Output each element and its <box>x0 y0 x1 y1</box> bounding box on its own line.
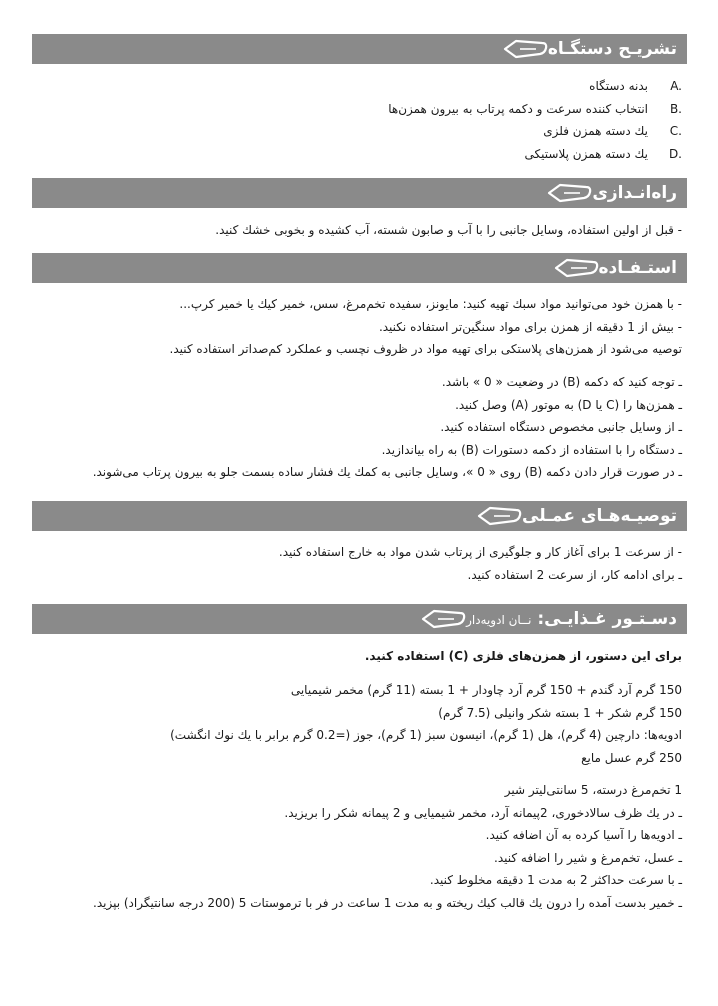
list-text: یك دسته همزن پلاستیکی <box>524 146 648 161</box>
section-title-tips: توصیـه‌هـای عمـلی <box>522 506 677 526</box>
recipe-step: ـ ادویه‌ها را آسیا کرده به آن اضافه کنید. <box>485 828 682 842</box>
ingredient-line: 250 گرم عسل مایع <box>581 750 682 765</box>
arrow-icon <box>420 607 466 631</box>
tips-line: - از سرعت 1 برای آغاز کار و جلوگیری از پرتاب شدن مواد به خارج استفاده کنید. <box>278 545 682 559</box>
ingredient-line: 150 گرم شکر + 1 بسته شکر وانیلی (7.5 گرم) <box>438 705 682 720</box>
arrow-icon <box>502 37 548 61</box>
recipe-step: 1 تخم‌مرغ درسته، 5 سانتی‌لیتر شیر <box>504 783 682 797</box>
section-title-device: تشریـح دستگـاه <box>547 39 677 59</box>
usage-steps <box>28 371 682 484</box>
tips-text <box>28 541 682 586</box>
section-title-recipe <box>466 609 677 629</box>
usage-step: ـ توجه کنید که دکمه (B) در وضعیت « 0 » باشد. <box>441 375 682 389</box>
usage-line: - با همزن خود می‌توانید مواد سبك تهیه کنید: مایونز، سفیده تخم‌مرغ، سس، خمیر کیك یا خمیر کرپ... <box>179 297 682 311</box>
section-header-usage <box>32 253 687 283</box>
section-header-tips <box>32 501 687 531</box>
section-header-recipe <box>32 604 687 634</box>
list-item <box>28 143 682 166</box>
usage-step: ـ همزن‌ها را (C یا D) به موتور (A) وصل کنید. <box>455 397 682 412</box>
list-letter: B. <box>669 101 682 116</box>
list-item <box>28 120 682 143</box>
recipe-ingredients <box>28 679 682 769</box>
usage-step: ـ دستگاه را با استفاده از دکمه دستورات (B) به راه بیاندازید. <box>381 442 682 457</box>
usage-step: ـ از وسایل جانبی مخصوص دستگاه استفاده کنید. <box>440 420 682 434</box>
recipe-step: ـ عسل، تخم‌مرغ و شیر را اضافه کنید. <box>494 850 682 865</box>
recipe-step: ـ در یك ظرف سالادخوری، 2پیمانه آرد، مخمر شیمیایی و 2 پیمانه شکر را بریزید. <box>284 805 682 820</box>
recipe-step: ـ با سرعت حداکثر 2 به مدت 1 دقیقه مخلوط کنید. <box>429 873 682 887</box>
list-item <box>28 98 682 121</box>
setup-line: - قبل از اولین استفاده، وسایل جانبی را با آب و صابون شسته، آب کشیده و بخوبی خشك کنید. <box>215 223 682 237</box>
arrow-icon <box>546 181 592 205</box>
ingredient-line: 150 گرم آرد گندم + 150 گرم آرد چاودار + 1 بسته (11 گرم) مخمر شیمیایی <box>290 683 682 697</box>
list-letter: D. <box>668 146 682 161</box>
list-text: بدنه دستگاه <box>589 79 648 93</box>
list-letter: A. <box>670 79 682 93</box>
usage-step: ـ در صورت قرار دادن دکمه (B) روی « 0 »، وسایل جانبی به کمك یك فشار ساده بسمت جلو به بیرون پرتاب می‌شوند. <box>92 465 682 479</box>
recipe-intro <box>28 645 682 668</box>
device-parts-list <box>28 75 682 165</box>
list-item <box>28 75 682 98</box>
section-title-usage: استـفـاده <box>598 258 677 278</box>
recipe-intro-line: برای این دستور، از همزن‌های فلزی (C) استفاده کنید. <box>364 649 682 663</box>
recipe-title: دسـتـور غـذایـی: <box>537 609 677 629</box>
list-text: انتخاب کننده سرعت و دکمه پرتاب به بیرون همزن‌ها <box>388 101 648 116</box>
arrow-icon <box>476 504 522 528</box>
list-text: یك دسته همزن فلزی <box>543 124 648 138</box>
usage-notes <box>28 293 682 361</box>
recipe-subtitle: نــان ادویه‌دار <box>466 613 532 627</box>
section-title-setup: راه‌انـدازی <box>592 183 677 203</box>
tips-line: ـ برای ادامه کار، از سرعت 2 استفاده کنید. <box>467 567 682 582</box>
list-letter: C. <box>669 124 682 138</box>
arrow-icon <box>553 256 599 280</box>
ingredient-line: ادویه‌ها: دارچین (4 گرم)، هل (1 گرم)، انیسون سبز (1 گرم)، جوز (=0.2 گرم برابر با یك نوك انگشت) <box>170 728 682 742</box>
section-header-setup <box>32 178 687 208</box>
usage-line: توصیه می‌شود از همزن‌های پلاستکی برای تهیه مواد در ظروف نچسب و عملکرد کم‌صداتر استفاده کنید. <box>169 342 682 356</box>
recipe-steps <box>28 779 682 914</box>
setup-text <box>28 219 682 242</box>
usage-line: - بیش از 1 دقیقه از همزن برای مواد سنگین‌تر استفاده نکنید. <box>378 319 682 334</box>
section-header-device <box>32 34 687 64</box>
recipe-step: ـ خمیر بدست آمده را درون یك قالب کیك ریخته و به مدت 1 ساعت در فر با ترموستات 5 (200 درجه سانتیگراد) بپزید. <box>93 895 682 910</box>
